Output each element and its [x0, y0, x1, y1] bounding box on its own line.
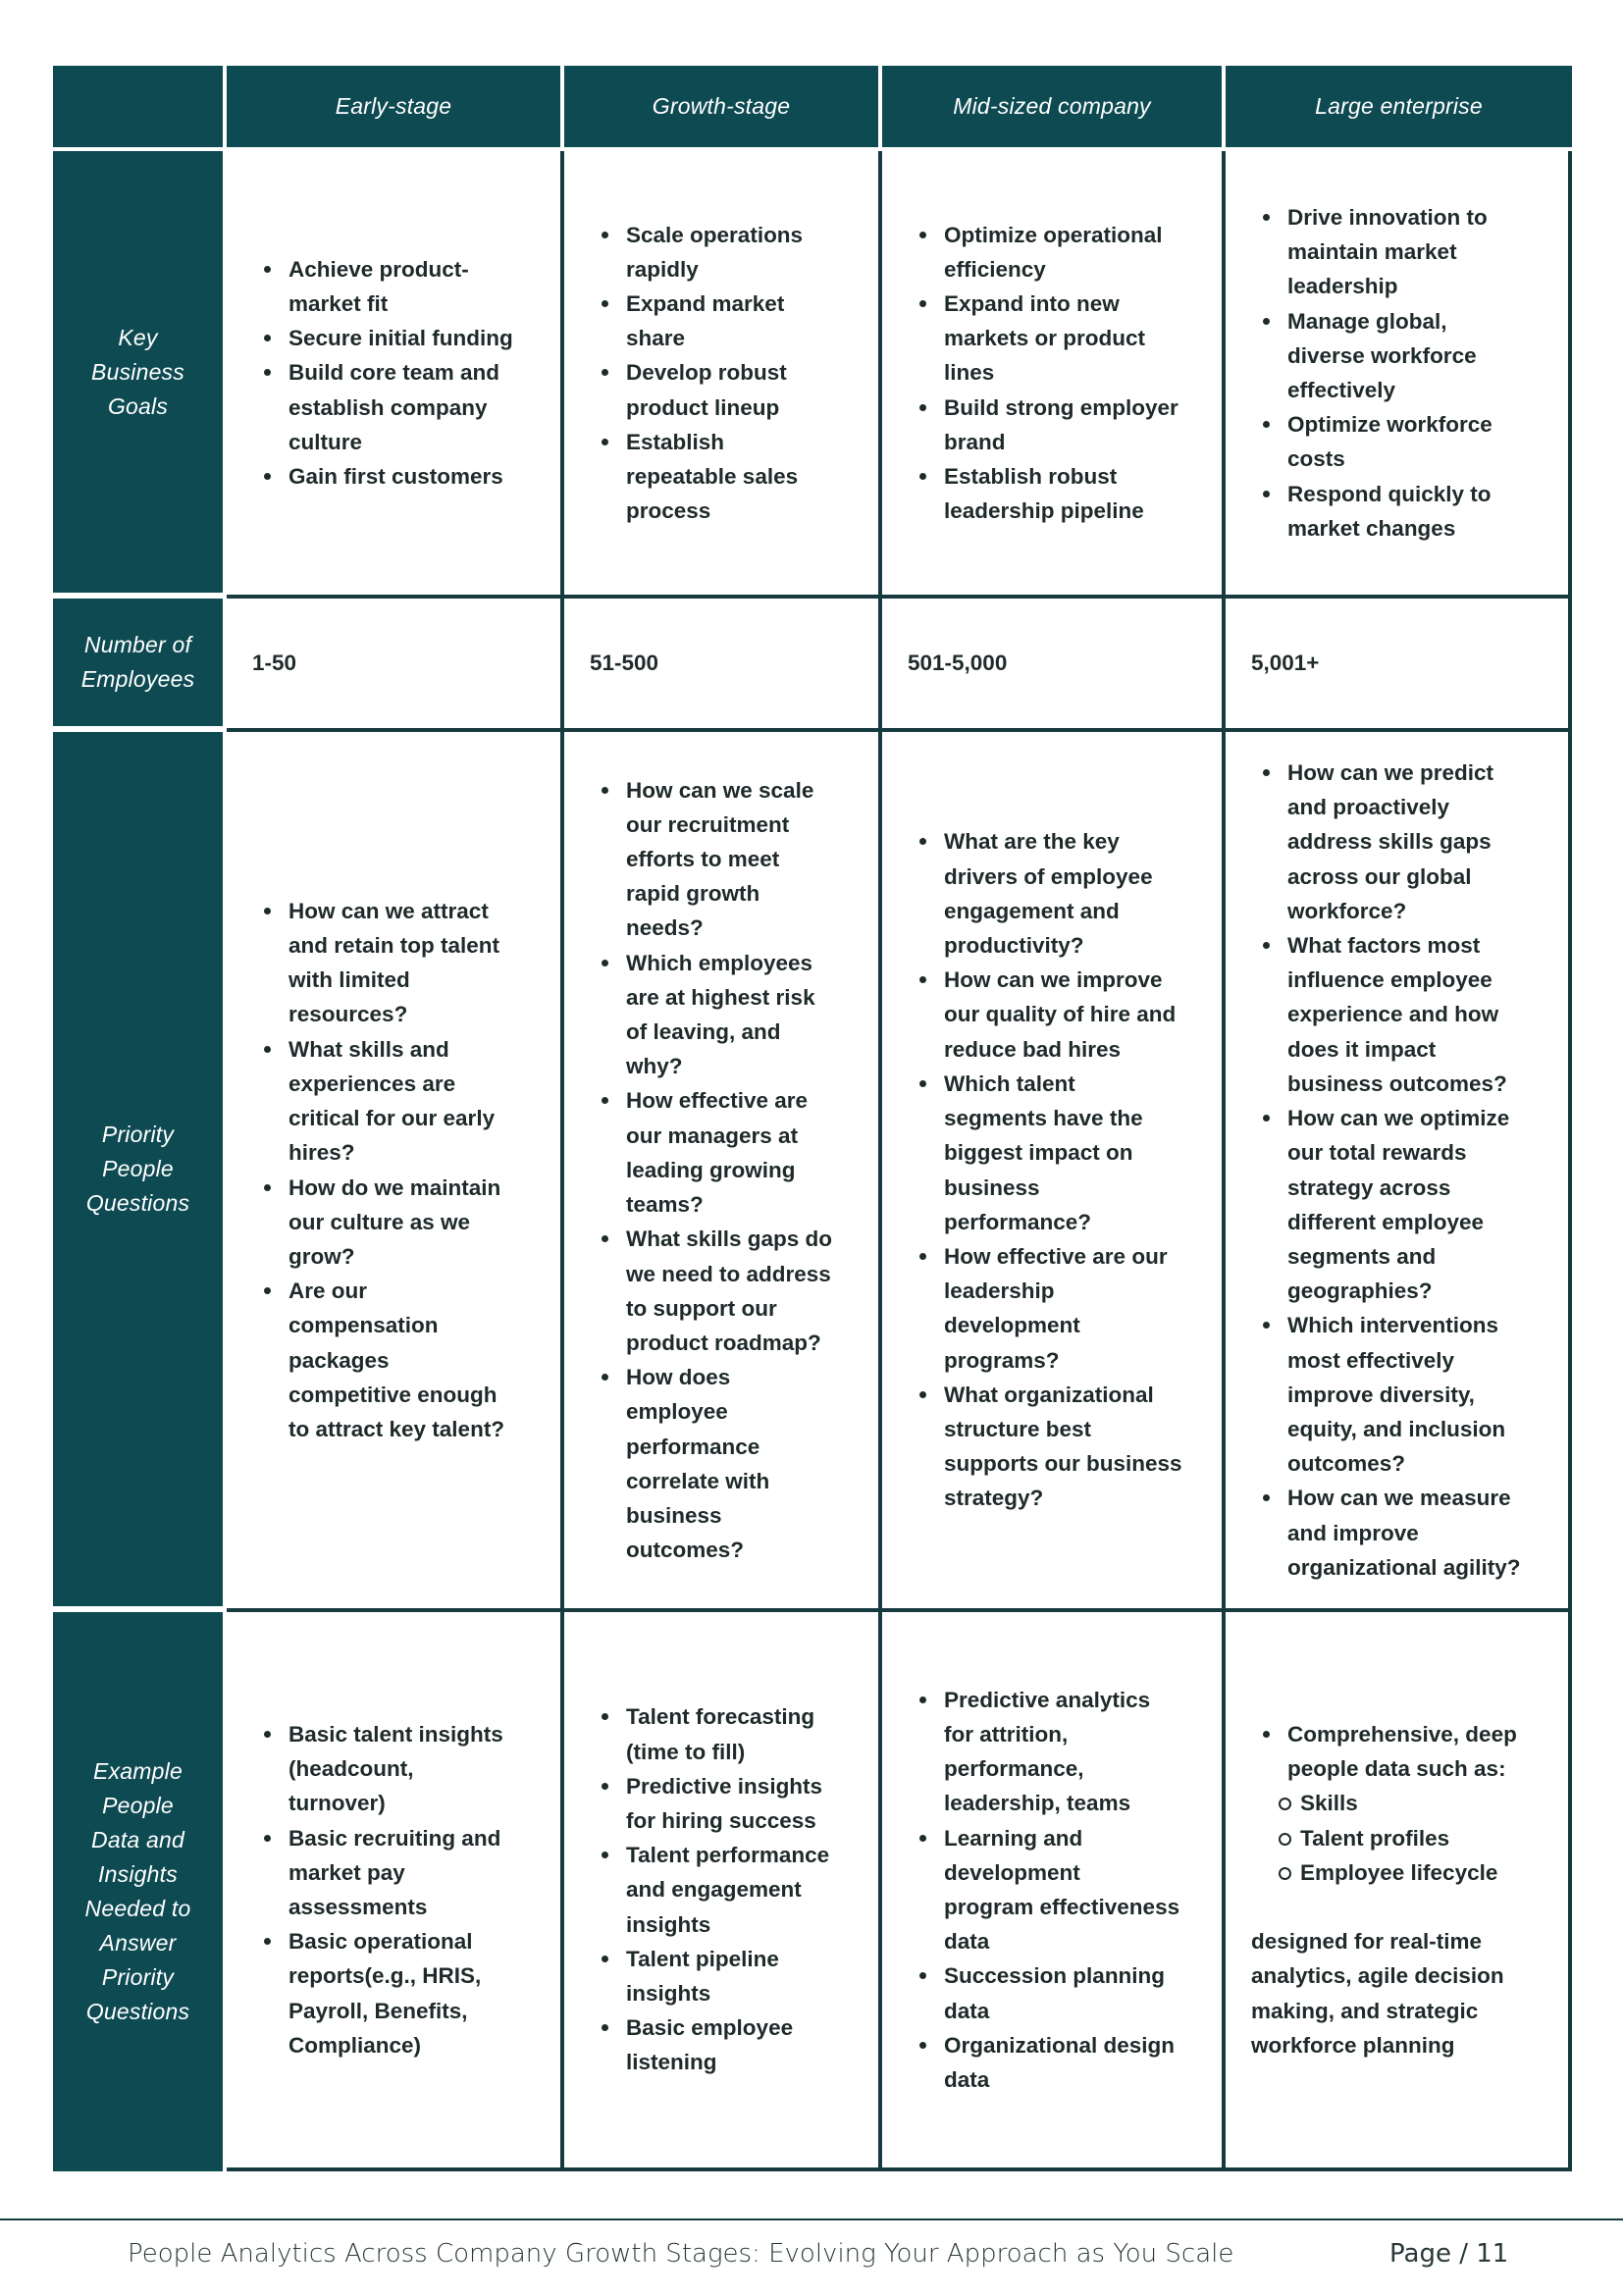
- row-header-label: Key Business Goals: [91, 324, 184, 419]
- questions-growth-stage: [564, 732, 882, 1612]
- list-item: Basic employee listening: [564, 2010, 845, 2079]
- list-item: Build strong employer brand: [882, 391, 1194, 459]
- goals-early-stage: [227, 151, 564, 599]
- column-header-early-stage: [227, 66, 564, 151]
- goals-growth-stage: [564, 151, 882, 599]
- row-header-label: Number of Employees: [80, 632, 195, 692]
- list-item: What are the key drivers of employee engagement and productivity?: [882, 824, 1198, 963]
- list-item: Talent forecasting (time to fill): [564, 1699, 845, 1768]
- bullet-list: [564, 1699, 845, 2079]
- bullet-list: [1226, 1717, 1533, 1786]
- list-item: Establish repeatable sales process: [564, 425, 818, 529]
- bullet-list: [882, 1683, 1195, 2097]
- column-header-growth-stage: [564, 66, 882, 151]
- list-item: Talent pipeline insights: [564, 1942, 845, 2010]
- sub-list-item: [1226, 1855, 1533, 1890]
- sub-list-item: [1226, 1786, 1533, 1820]
- list-item: Organizational design data: [882, 2028, 1195, 2097]
- list-item: Predictive insights for hiring success: [564, 1769, 845, 1838]
- sub-item-text: Skills: [1300, 1791, 1358, 1816]
- list-item: Drive innovation to maintain market leadership: [1226, 200, 1508, 304]
- employees-mid-sized: [882, 599, 1226, 732]
- questions-early-stage: [227, 732, 564, 1612]
- list-item: Learning and development program effectiveness data: [882, 1821, 1195, 1959]
- list-item: What skills and experiences are critical for our early hires?: [227, 1032, 520, 1171]
- questions-large-enterprise: [1226, 732, 1572, 1612]
- list-item: Optimize operational efficiency: [882, 218, 1194, 287]
- employees-early-stage: [227, 599, 564, 732]
- list-item: How can we attract and retain top talent with limited resources?: [227, 894, 520, 1032]
- list-item: Are our compensation packages competitive enough to attract key talent?: [227, 1274, 520, 1446]
- list-item: How can we optimize our total rewards strategy across different employee segments and geographies?: [1226, 1101, 1537, 1308]
- list-item: Respond quickly to market changes: [1226, 477, 1508, 546]
- column-header-label: Early-stage: [335, 93, 452, 119]
- list-item: Build core team and establish company culture: [227, 355, 529, 459]
- goals-mid-sized: [882, 151, 1226, 599]
- employees-growth-stage: [564, 599, 882, 732]
- employee-count: 51-500: [590, 651, 659, 676]
- data-mid-sized: [882, 1612, 1226, 2171]
- list-item: Manage global, diverse workforce effectively: [1226, 304, 1508, 408]
- list-item: Predictive analytics for attrition, performance, leadership, teams: [882, 1683, 1195, 1821]
- list-item: Basic talent insights (headcount, turnover): [227, 1717, 519, 1821]
- bullet-list: [564, 218, 818, 529]
- employee-count: 1-50: [252, 651, 297, 676]
- row-header-key-business-goals: [53, 151, 227, 599]
- large-enterprise-data-block: [1226, 1717, 1533, 2062]
- bullet-list: [1226, 200, 1508, 546]
- list-item: Gain first customers: [227, 459, 529, 494]
- list-item: How can we measure and improve organizational agility?: [1226, 1481, 1537, 1585]
- page-number: Page / 11: [1389, 2239, 1509, 2269]
- list-item: Develop robust product lineup: [564, 355, 818, 424]
- list-item: How can we scale our recruitment efforts to meet rapid growth needs?: [564, 773, 848, 946]
- list-item: What factors most influence employee experience and how does it impact business outcomes?: [1226, 928, 1537, 1101]
- list-item: Expand market share: [564, 287, 818, 355]
- list-item: Talent performance and engagement insights: [564, 1838, 845, 1942]
- list-item: How effective are our leadership development programs?: [882, 1239, 1198, 1378]
- list-item: Scale operations rapidly: [564, 218, 818, 287]
- goals-large-enterprise: [1226, 151, 1572, 599]
- row-header-priority-people-questions: [53, 732, 227, 1612]
- list-item: How effective are our managers at leading growing teams?: [564, 1083, 848, 1222]
- bullet-list: [1226, 756, 1537, 1585]
- column-header-large-enterprise: [1226, 66, 1572, 151]
- list-item: Expand into new markets or product lines: [882, 287, 1194, 391]
- data-large-enterprise: [1226, 1612, 1572, 2171]
- employee-count: 5,001+: [1251, 651, 1320, 676]
- list-item: Which talent segments have the biggest impact on business performance?: [882, 1067, 1198, 1239]
- list-item: Basic operational reports(e.g., HRIS, Payroll, Benefits, Compliance): [227, 1924, 519, 2062]
- list-item: How does employee performance correlate with business outcomes?: [564, 1360, 848, 1567]
- large-enterprise-note: designed for real-time analytics, agile decision making, and strategic workforce planning: [1251, 1929, 1504, 2058]
- bullet-list: [227, 252, 529, 494]
- list-item: Establish robust leadership pipeline: [882, 459, 1194, 528]
- sub-bullet-list: [1226, 1786, 1533, 1890]
- sub-list-item: [1226, 1821, 1533, 1855]
- bullet-list: [227, 1717, 519, 2062]
- list-item: Comprehensive, deep people data such as:: [1226, 1717, 1533, 1786]
- table-corner: [53, 66, 227, 151]
- row-header-number-of-employees: [53, 599, 227, 732]
- list-item: Basic recruiting and market pay assessments: [227, 1821, 519, 1925]
- column-header-label: Growth-stage: [652, 93, 791, 119]
- list-item: How can we improve our quality of hire and reduce bad hires: [882, 963, 1198, 1067]
- row-header-label: Example People Data and Insights Needed to Answer Priority Questions: [84, 1758, 191, 2024]
- sub-item-text: Employee lifecycle: [1300, 1859, 1498, 1885]
- row-header-example-people-data: [53, 1612, 227, 2171]
- list-item: Secure initial funding: [227, 321, 529, 355]
- column-header-mid-sized-company: [882, 66, 1226, 151]
- employee-count: 501-5,000: [908, 651, 1008, 676]
- list-item: Succession planning data: [882, 1958, 1195, 2027]
- bullet-list: [882, 218, 1194, 529]
- list-item: Which interventions most effectively improve diversity, equity, and inclusion outcomes?: [1226, 1308, 1537, 1481]
- growth-stage-table: [53, 66, 1572, 2171]
- data-early-stage: [227, 1612, 564, 2171]
- footer-divider: [0, 2218, 1623, 2220]
- bullet-list: [882, 824, 1198, 1515]
- list-item: What organizational structure best supports our business strategy?: [882, 1378, 1198, 1516]
- column-header-label: Mid-sized company: [953, 93, 1151, 119]
- column-header-label: Large enterprise: [1315, 93, 1483, 119]
- list-item: Which employees are at highest risk of leaving, and why?: [564, 946, 848, 1084]
- list-item: What skills gaps do we need to address to support our product roadmap?: [564, 1222, 848, 1360]
- list-item: Achieve product- market fit: [227, 252, 529, 321]
- bullet-list: [227, 894, 520, 1446]
- footer-title: People Analytics Across Company Growth Stages: Evolving Your Approach as You Scale: [128, 2239, 1234, 2269]
- questions-mid-sized: [882, 732, 1226, 1612]
- bullet-list: [564, 773, 848, 1568]
- sub-item-text: Talent profiles: [1300, 1825, 1450, 1851]
- list-item: How do we maintain our culture as we grow?: [227, 1171, 520, 1275]
- employees-large-enterprise: [1226, 599, 1572, 732]
- data-growth-stage: [564, 1612, 882, 2171]
- list-item: How can we predict and proactively address skills gaps across our global workforce?: [1226, 756, 1537, 928]
- list-item: Optimize workforce costs: [1226, 407, 1508, 476]
- row-header-label: Priority People Questions: [85, 1122, 190, 1216]
